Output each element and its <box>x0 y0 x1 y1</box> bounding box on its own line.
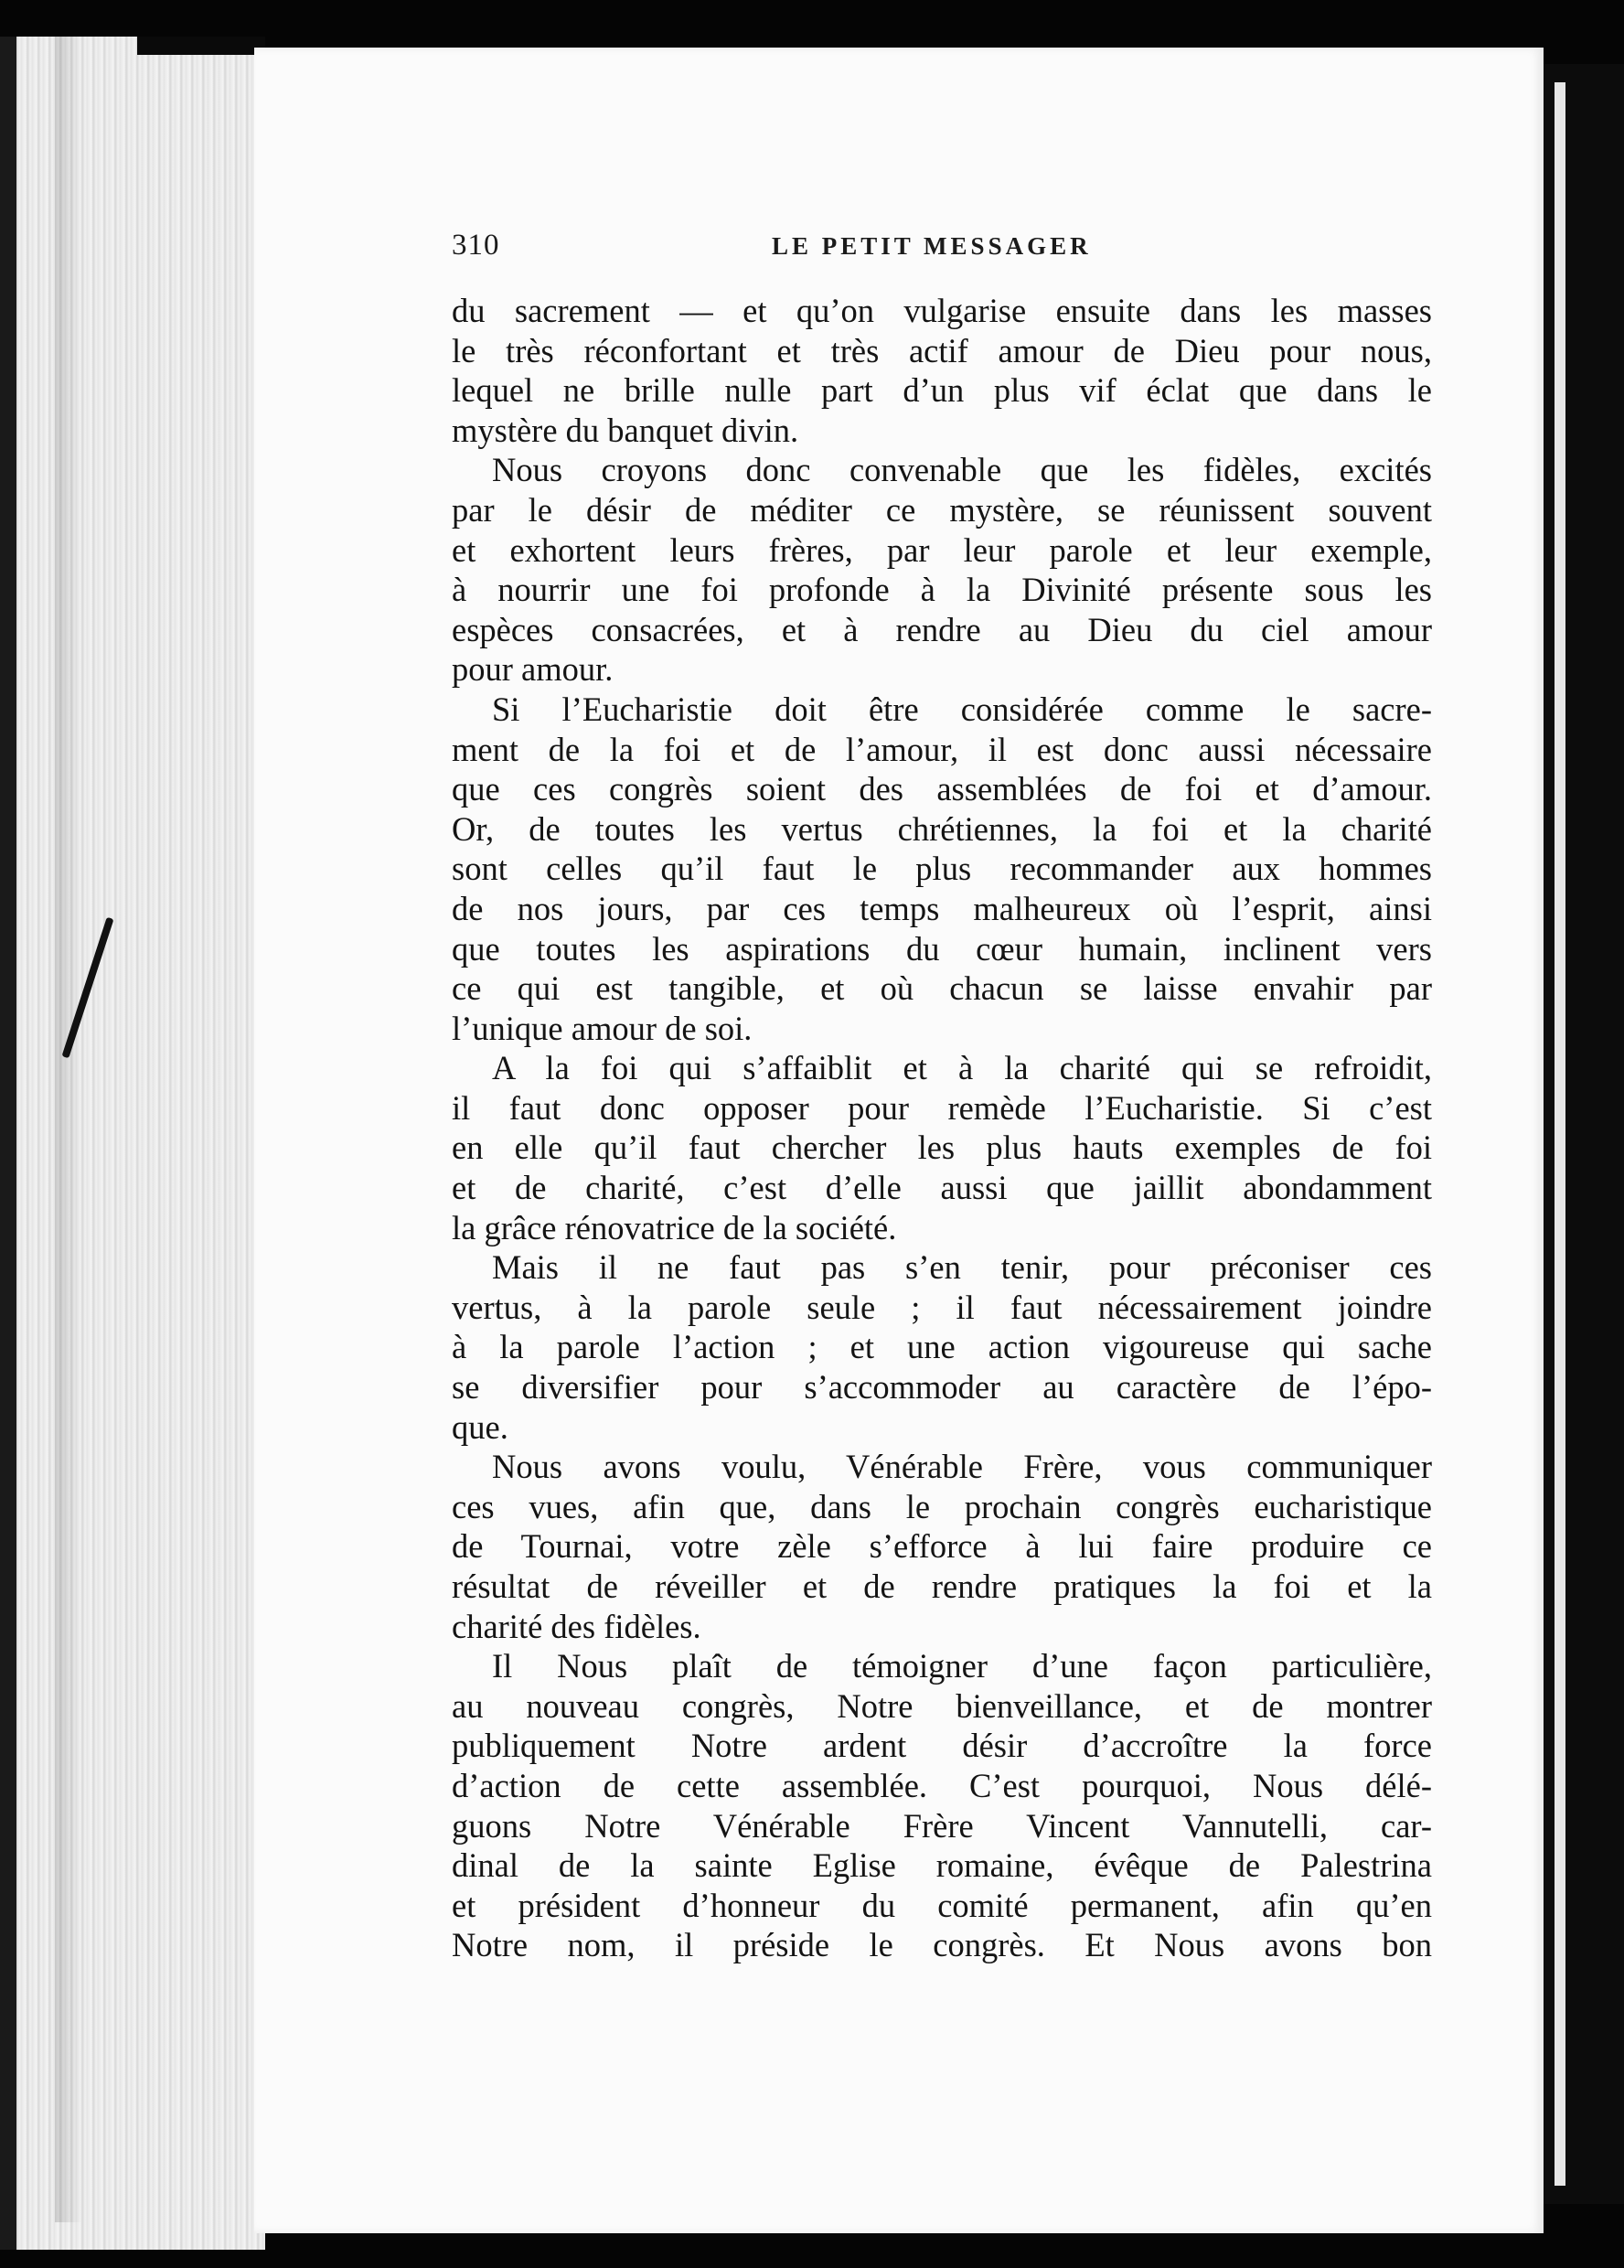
text-line: ce qui est tangible, et où chacun se laisse envahir par <box>452 969 1432 1008</box>
running-title: LE PETIT MESSAGER <box>772 232 1092 260</box>
text-line: l’unique amour de soi. <box>452 1009 753 1047</box>
text-line: résultat de réveiller et de rendre pratiques la foi et la <box>452 1567 1432 1605</box>
text-line: au nouveau congrès, Notre bienveillance, et de montrer <box>452 1686 1432 1725</box>
text-line: le très réconfortant et très actif amour de Dieu pour nous, <box>452 331 1432 369</box>
text-line: et président d’honneur du comité permanent, afin qu’en <box>452 1886 1432 1924</box>
text-line: guons Notre Vénérable Frère Vincent Vannutelli, car- <box>452 1806 1432 1845</box>
text-line: Or, de toutes les vertus chrétiennes, la foi et la charité <box>452 809 1432 848</box>
page-edge-shadow <box>55 37 82 2222</box>
text-line: ment de la foi et de l’amour, il est donc aussi nécessaire <box>452 730 1432 768</box>
book-page-edges <box>0 37 265 2250</box>
text-line: et de charité, c’est d’elle aussi que jaillit abondamment <box>452 1169 1432 1207</box>
text-line: par le désir de méditer ce mystère, se réunissent souvent <box>452 490 1432 529</box>
body-text <box>452 291 1432 1965</box>
text-line: la grâce rénovatrice de la société. <box>452 1208 897 1246</box>
text-line: pour amour. <box>452 650 614 689</box>
text-line: que toutes les aspirations du cœur humain, inclinent vers <box>452 929 1432 968</box>
paragraph-start-line: A la foi qui s’affaiblit et à la charité qui se refroidit, <box>492 1049 1432 1087</box>
paragraph-start-line: Nous avons voulu, Vénérable Frère, vous communiquer <box>492 1448 1432 1486</box>
text-line: que. <box>452 1407 508 1446</box>
text-line: ces vues, afin que, dans le prochain congrès eucharistique <box>452 1487 1432 1525</box>
text-line: à la parole l’action ; et une action vigoureuse qui sache <box>452 1328 1432 1366</box>
page-number: 310 <box>452 229 500 262</box>
text-line: à nourrir une foi profonde à la Divinité présente sous les <box>452 571 1432 609</box>
text-line: d’action de cette assemblée. C’est pourquoi, Nous délé- <box>452 1766 1432 1804</box>
text-line: lequel ne brille nulle part d’un plus vif éclat que dans le <box>452 371 1432 410</box>
paragraph-start-line: Mais il ne faut pas s’en tenir, pour préconiser ces <box>492 1248 1432 1287</box>
text-line: charité des fidèles. <box>452 1607 701 1645</box>
running-header <box>452 229 1430 265</box>
text-line: sont celles qu’il faut le plus recommander aux hommes <box>452 850 1432 888</box>
book-right-page-edge <box>1555 82 1565 2186</box>
text-line: mystère du banquet divin. <box>452 411 799 449</box>
text-line: en elle qu’il faut chercher les plus hauts exemples de foi <box>452 1129 1432 1167</box>
text-line: du sacrement — et qu’on vulgarise ensuite dans les masses <box>452 292 1432 329</box>
text-line: de Tournai, votre zèle s’efforce à lui faire produire ce <box>452 1527 1432 1566</box>
paragraph-start-line: Il Nous plaît de témoigner d’une façon particulière, <box>492 1647 1432 1685</box>
text-line: publiquement Notre ardent désir d’accroître la force <box>452 1727 1432 1765</box>
text-line: de nos jours, par ces temps malheureux où l’esprit, ainsi <box>452 889 1432 927</box>
text-line: se diversifier pour s’accommoder au caractère de l’épo- <box>452 1368 1432 1407</box>
text-line: que ces congrès soient des assemblées de foi et d’amour. <box>452 770 1432 808</box>
text-line: dinal de la sainte Eglise romaine, évêque de Palestrina <box>452 1846 1432 1885</box>
text-line: espèces consacrées, et à rendre au Dieu du ciel amour <box>452 610 1432 648</box>
text-line: Notre nom, il préside le congrès. Et Nous avons bon <box>452 1926 1432 1964</box>
text-line: vertus, à la parole seule ; il faut nécessairement joindre <box>452 1288 1432 1326</box>
paragraph-start-line: Si l’Eucharistie doit être considérée comme le sacre- <box>492 690 1432 728</box>
text-line: il faut donc opposer pour remède l’Eucharistie. Si c’est <box>452 1088 1432 1127</box>
text-line: et exhortent leurs frères, par leur parole et leur exemple, <box>452 530 1432 569</box>
paragraph-start-line: Nous croyons donc convenable que les fidèles, excités <box>492 451 1432 489</box>
